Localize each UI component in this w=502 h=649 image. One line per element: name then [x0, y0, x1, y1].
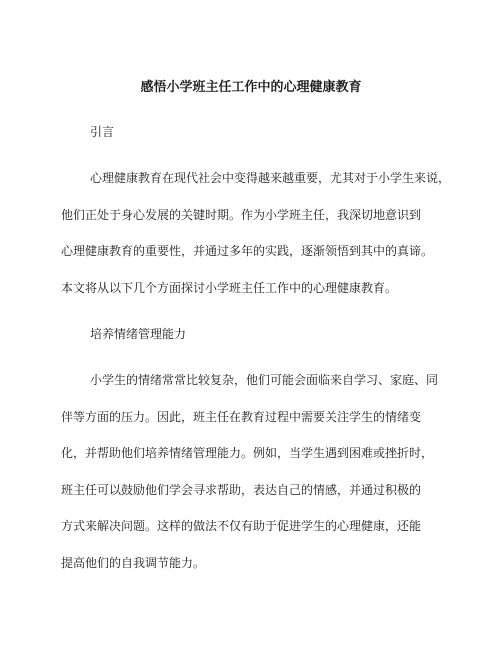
- paragraph-line: 心理健康教育的重要性，并通过多年的实践，逐渐领悟到其中的真谛。: [61, 244, 434, 258]
- paragraph-line: 提高他们的自我调节能力。: [61, 556, 206, 570]
- paragraph-line: 本文将从以下几个方面探讨小学班主任工作中的心理健康教育。: [61, 281, 398, 295]
- section-heading-emotion: 培养情绪管理能力: [90, 327, 187, 341]
- paragraph-line: 伴等方面的压力。因此，班主任在教育过程中需要关注学生的情绪变: [61, 410, 422, 424]
- paragraph-line: 方式来解决问题。这样的做法不仅有助于促进学生的心理健康，还能: [61, 519, 422, 533]
- paragraph-line: 化，并帮助他们培养情绪管理能力。例如，当学生遇到困难或挫折时，: [61, 446, 434, 460]
- document-title: 感悟小学班主任工作中的心理健康教育: [140, 80, 362, 95]
- paragraph-line: 班主任可以鼓励他们学会寻求帮助，表达自己的情感，并通过积极的: [61, 483, 422, 497]
- paragraph-line: 小学生的情绪常常比较复杂，他们可能会面临来自学习、家庭、同: [90, 373, 439, 387]
- paragraph-line: 心理健康教育在现代社会中变得越来越重要，尤其对于小学生来说，: [90, 171, 451, 185]
- paragraph-line: 他们正处于身心发展的关键时期。作为小学班主任，我深切地意识到: [61, 208, 422, 222]
- section-heading-intro: 引言: [90, 125, 115, 139]
